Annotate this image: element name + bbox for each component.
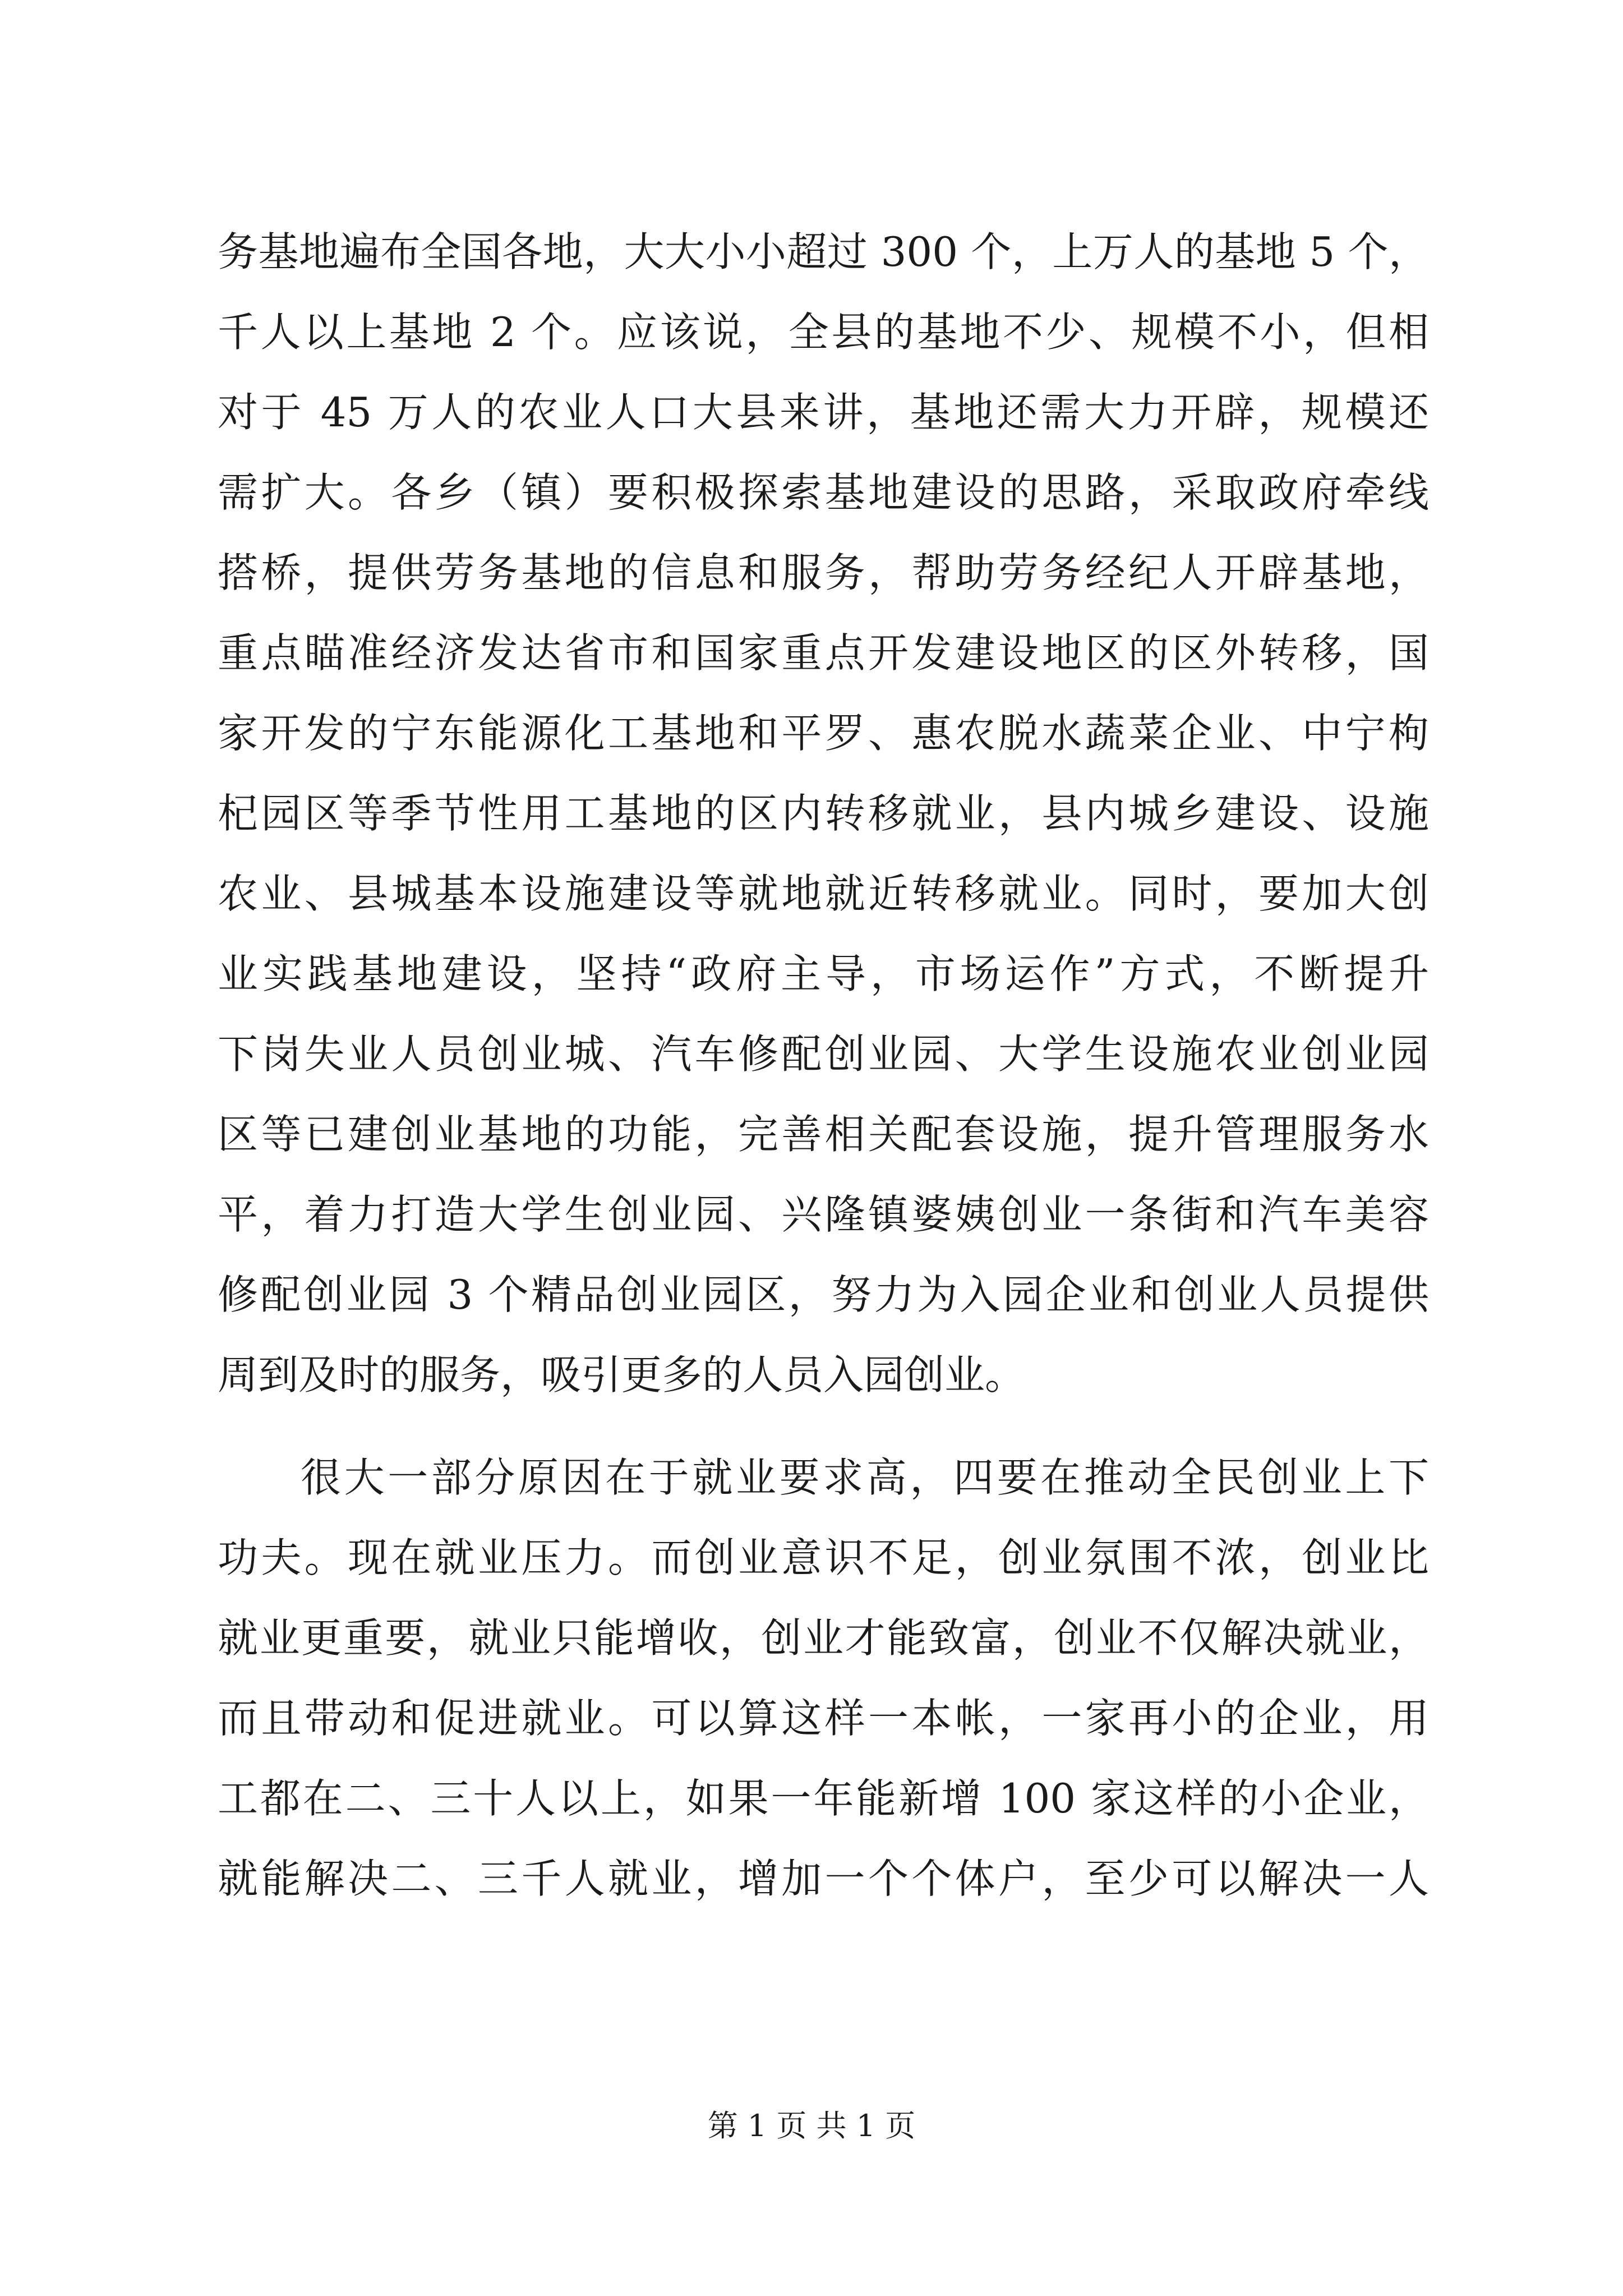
text-line: 需扩大。各乡（镇）要积极探索基地建设的思路，采取政府牵线: [218, 469, 1429, 516]
text-line: 重点瞄准经济发达省市和国家重点开发建设地区的区外转移，国: [218, 629, 1429, 677]
paragraph-gap: [218, 1415, 1429, 1438]
text-line: 修配创业园 3 个精品创业园区，努力为入园企业和创业人员提供: [218, 1271, 1429, 1318]
text-line: 千人以上基地 2 个。应该说，全县的基地不少、规模不小，但相: [218, 309, 1429, 356]
text-line: 功夫。现在就业压力。而创业意识不足，创业氛围不浓，创业比: [218, 1534, 1429, 1581]
text-line: 杞园区等季节性用工基地的区内转移就业，县内城乡建设、设施: [218, 790, 1429, 837]
page-number-label: 第 1 页 共 1 页: [707, 2108, 916, 2143]
text-line: 工都在二、三十人以上，如果一年能新增 100 家这样的小企业，: [218, 1775, 1429, 1822]
text-line: 家开发的宁东能源化工基地和平罗、惠农脱水蔬菜企业、中宁枸: [218, 710, 1429, 757]
text-line: 农业、县城基本设施建设等就地就近转移就业。同时，要加大创: [218, 870, 1429, 917]
text-line: 搭桥，提供劳务基地的信息和服务，帮助劳务经纪人开辟基地，: [218, 549, 1429, 596]
text-line: 区等已建创业基地的功能，完善相关配套设施，提升管理服务水: [218, 1111, 1429, 1158]
text-line: 就业更重要，就业只能增收，创业才能致富，创业不仅解决就业，: [218, 1614, 1429, 1662]
paragraph-1: [218, 212, 1429, 1415]
text-line: 业实践基地建设，坚持“政府主导，市场运作”方式，不断提升: [218, 950, 1429, 997]
page-footer: [0, 2104, 1623, 2148]
text-line: 就能解决二、三千人就业，增加一个个体户，至少可以解决一人: [218, 1855, 1429, 1902]
text-line: 平，着力打造大学生创业园、兴隆镇婆姨创业一条街和汽车美容: [218, 1191, 1429, 1238]
text-line: 下岗失业人员创业城、汽车修配创业园、大学生设施农业创业园: [218, 1030, 1429, 1078]
text-line: 周到及时的服务，吸引更多的人员入园创业。: [218, 1351, 1026, 1398]
text-line: 很大一部分原因在于就业要求高，四要在推动全民创业上下: [301, 1454, 1429, 1501]
text-line: 而且带动和促进就业。可以算这样一本帐，一家再小的企业，用: [218, 1695, 1429, 1742]
body-text: [218, 212, 1429, 1919]
text-line: 务基地遍布全国各地，大大小小超过 300 个，上万人的基地 5 个，: [218, 228, 1429, 275]
paragraph-2: [218, 1438, 1429, 1919]
text-line: 对于 45 万人的农业人口大县来讲，基地还需大力开辟，规模还: [218, 389, 1429, 436]
